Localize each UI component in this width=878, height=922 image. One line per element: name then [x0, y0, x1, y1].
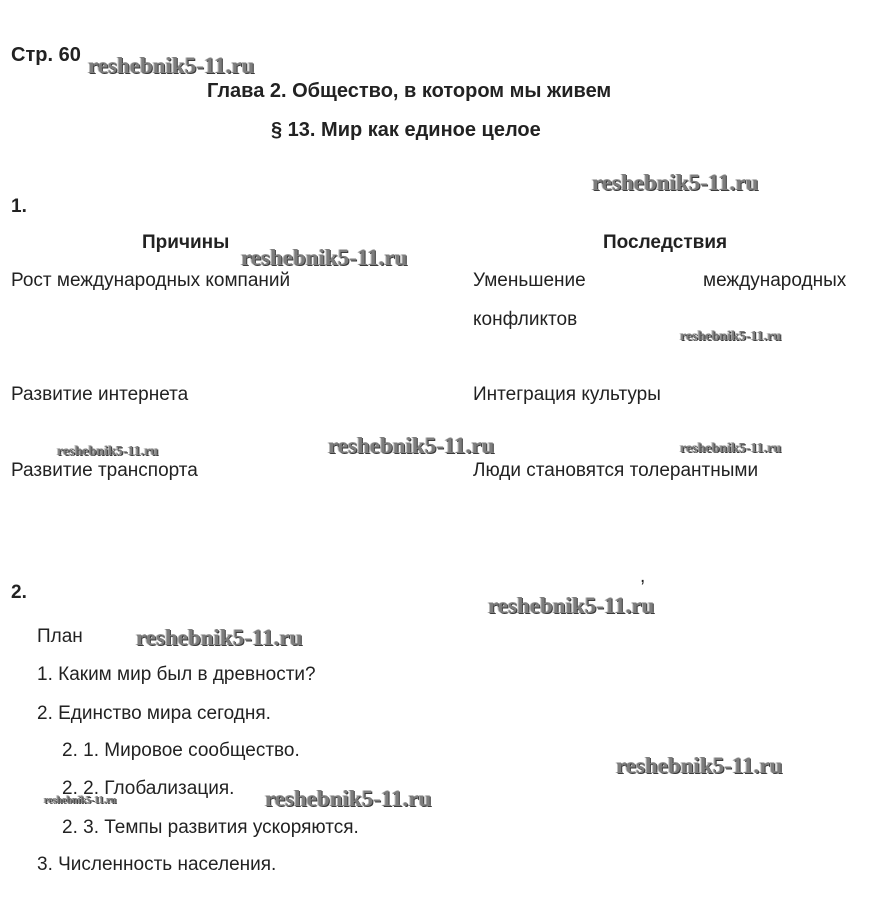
plan-item-2: 2. Единство мира сегодня. [37, 703, 271, 724]
consequence-1-line2: конфликтов [473, 309, 578, 330]
watermark: reshebnik5-11.ru [241, 245, 408, 270]
cause-1: Рост международных компаний [11, 270, 291, 291]
watermark: reshebnik5-11.ru [57, 444, 159, 459]
watermark: reshebnik5-11.ru [616, 753, 783, 778]
watermark: reshebnik5-11.ru [488, 593, 655, 618]
plan-title: План [37, 626, 83, 647]
watermark: reshebnik5-11.ru [592, 170, 759, 195]
cause-3: Развитие транспорта [11, 460, 198, 481]
consequence-1-word1: Уменьшение [473, 270, 586, 291]
task-2-number: 2. [11, 582, 27, 603]
section-title: § 13. Мир как единое целое [271, 119, 541, 141]
plan-item-2-3: 2. 3. Темпы развития ускоряются. [62, 817, 359, 838]
consequence-1-word2: международных [703, 270, 847, 291]
plan-item-1: 1. Каким мир был в древности? [37, 664, 316, 685]
chapter-title: Глава 2. Общество, в котором мы живем [207, 80, 612, 102]
cause-2: Развитие интернета [11, 384, 189, 405]
plan-item-3: 3. Численность населения. [37, 854, 277, 875]
watermark: reshebnik5-11.ru [44, 795, 117, 806]
task-1-number: 1. [11, 196, 27, 217]
watermark: reshebnik5-11.ru [88, 53, 255, 78]
column-header-causes: Причины [142, 232, 230, 253]
plan-item-2-1: 2. 1. Мировое сообщество. [62, 740, 300, 761]
stray-mark: , [640, 566, 646, 587]
watermark: reshebnik5-11.ru [680, 441, 782, 456]
watermark: reshebnik5-11.ru [265, 786, 432, 811]
consequence-3: Люди становятся толерантными [473, 460, 759, 481]
plan-item-2-2: 2. 2. Глобализация. [62, 778, 235, 799]
column-header-consequences: Последствия [603, 232, 728, 253]
watermark: reshebnik5-11.ru [136, 625, 303, 650]
watermark: reshebnik5-11.ru [328, 433, 495, 458]
page-number: Стр. 60 [11, 44, 81, 66]
consequence-2: Интеграция культуры [473, 384, 661, 405]
watermark: reshebnik5-11.ru [680, 329, 782, 344]
